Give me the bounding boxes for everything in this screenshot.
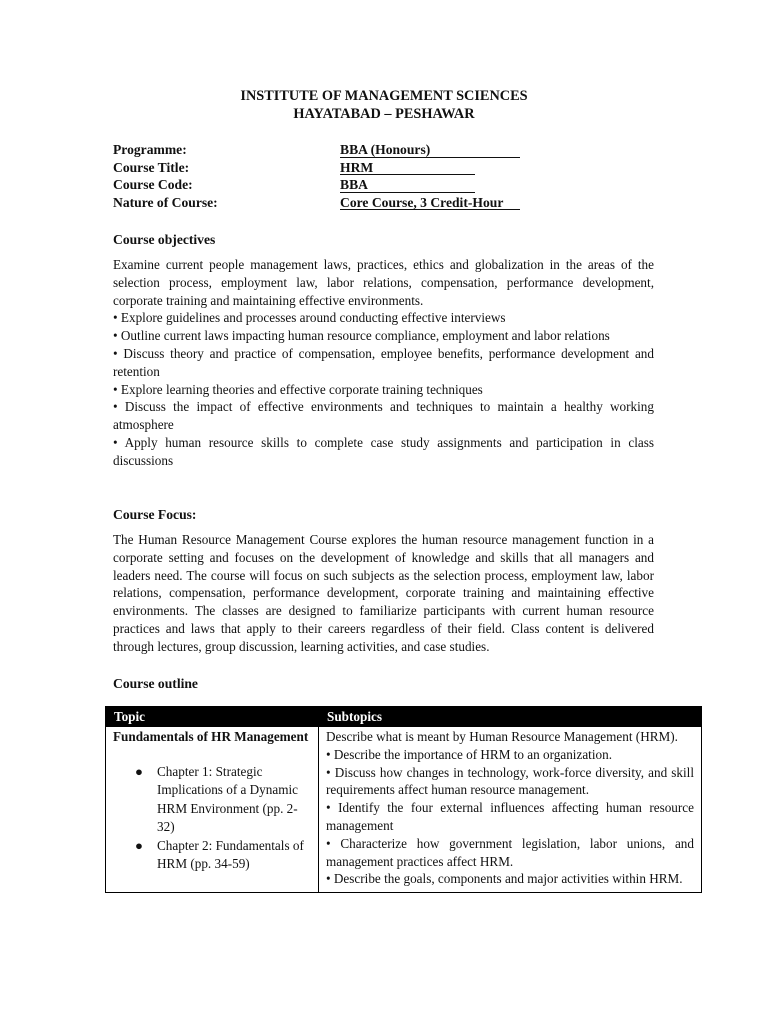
- meta-label: Course Code:: [113, 177, 193, 192]
- objectives-bullet: • Outline current laws impacting human resource compliance, employment and labor relations: [113, 328, 610, 344]
- institute-name: INSTITUTE OF MANAGEMENT SCIENCES: [240, 88, 528, 104]
- chapter-item: [113, 763, 311, 837]
- institute-location: HAYATABAD – PESHAWAR: [293, 106, 475, 122]
- meta-row-programme: [113, 141, 503, 159]
- focus-body: [113, 531, 654, 656]
- bullet-icon: ●: [135, 763, 143, 779]
- meta-row-course-title: [113, 159, 503, 177]
- subtopic-item: • Describe the goals, components and major activities within HRM.: [326, 871, 683, 887]
- meta-label: Nature of Course:: [113, 194, 218, 210]
- outline-heading: Course outline: [113, 676, 198, 691]
- course-meta: [113, 141, 503, 211]
- table-header-row: [106, 707, 702, 727]
- meta-label: Course Title:: [113, 159, 190, 175]
- objectives-bullet: • Discuss the impact of effective environments and techniques to maintain a healthy working atmosphere: [113, 399, 654, 433]
- subtopic-item: Describe what is meant by Human Resource Management (HRM).: [326, 729, 678, 744]
- meta-value: HRM: [340, 159, 374, 175]
- meta-row-course-code: [113, 176, 503, 194]
- chapter-text: Chapter 1: Strategic Implications of a Dynamic HRM Environment (pp. 2-32): [157, 763, 298, 834]
- meta-value: BBA (Honours): [340, 142, 431, 157]
- meta-row-nature: [113, 194, 503, 212]
- chapter-text: Chapter 2: Fundamentals of HRM (pp. 34-59): [157, 837, 304, 871]
- objectives-heading: Course objectives: [113, 232, 216, 247]
- objectives-paragraph: Examine current people management laws, practices, ethics and globalization in the areas of the selection process, employment law, labor relations, compensation, performance development, corporate training and maintaining effective environments.: [113, 257, 654, 308]
- bullet-icon: ●: [135, 837, 143, 853]
- topic-title: Fundamentals of HR Management: [113, 729, 309, 744]
- subtopic-item: • Characterize how government legislation, labor unions, and management practices affect HRM.: [326, 835, 694, 869]
- focus-paragraph: The Human Resource Management Course explores the human resource management function in a corporate setting and focuses on the development of knowledge and skills that all managers and leaders need. The course will focus on such subjects as the selection process, employment law, labor relations, compensation, performance development, corporate training and maintaining effective environments. The classes are designed to familiarize participants with current human resource practices and laws that apply to their careers regardless of their field. Class content is delivered through lectures, group discussion, learning activities, and case studies.: [113, 532, 654, 654]
- objectives-bullet: • Discuss theory and practice of compensation, employee benefits, performance development and retention: [113, 345, 654, 379]
- subtopics-cell: [319, 727, 702, 893]
- header-subtopics: Subtopics: [319, 707, 702, 727]
- objectives-bullet: • Explore guidelines and processes around conducting effective interviews: [113, 310, 506, 326]
- chapter-item: [113, 837, 311, 874]
- course-outline-table: [105, 706, 702, 893]
- header-topic: Topic: [106, 707, 319, 727]
- subtopic-item: • Describe the importance of HRM to an organization.: [326, 746, 612, 762]
- objectives-bullet: • Explore learning theories and effective corporate training techniques: [113, 381, 483, 397]
- meta-value: Core Course, 3 Credit-Hour: [340, 194, 504, 210]
- chapter-list: [113, 763, 311, 874]
- objectives-body: [113, 256, 654, 470]
- topic-cell: [106, 727, 319, 893]
- objectives-bullet: • Apply human resource skills to complete case study assignments and participation in class discussions: [113, 434, 654, 468]
- meta-value: BBA: [340, 177, 368, 192]
- subtopic-item: • Identify the four external influences affecting human resource management: [326, 800, 694, 833]
- institute-header: [0, 87, 768, 123]
- subtopic-item: • Discuss how changes in technology, work-force diversity, and skill requirements affect human resource management.: [326, 764, 694, 798]
- meta-label: Programme:: [113, 142, 187, 157]
- focus-heading: Course Focus:: [113, 507, 197, 522]
- table-row: [106, 727, 702, 893]
